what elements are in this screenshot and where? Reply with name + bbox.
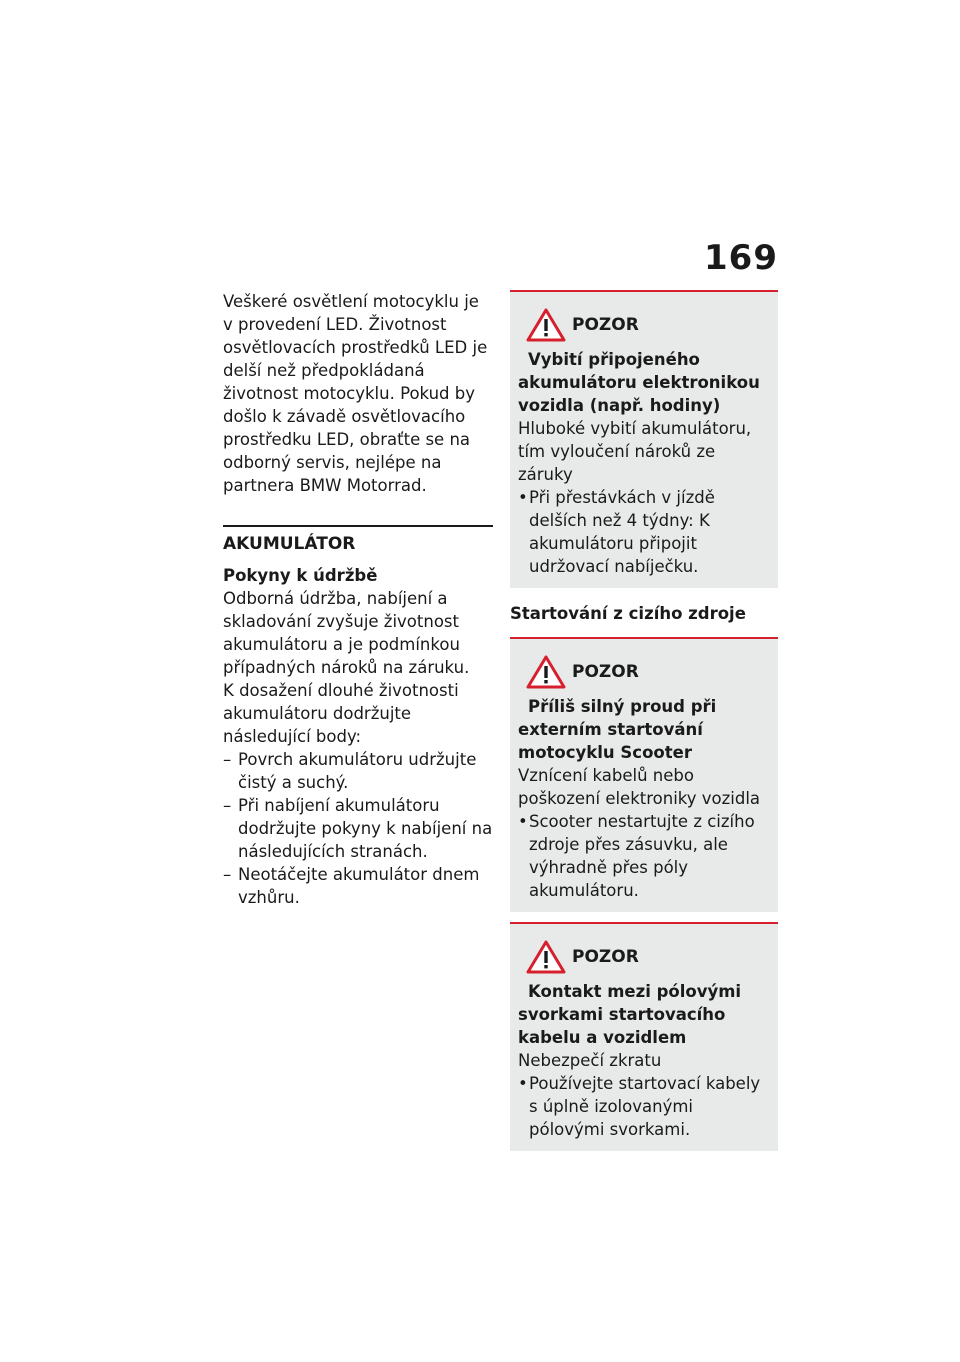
list-item: • Používejte startovací kabely s úplně izolovanými pólovými svorkami. [518, 1072, 770, 1141]
list-item: • Při přestávkách v jízdě delších než 4 týdny: K akumulátoru připojit udržovací nabíječku. [518, 486, 770, 578]
warning-header [518, 308, 770, 342]
warning-label: POZOR [572, 661, 639, 682]
warning-box-current [510, 637, 778, 912]
list-item: – Při nabíjení akumulátoru dodržujte pokyny k nabíjení na následujících stranách. [223, 794, 493, 863]
list-item: – Neotáčejte akumulátor dnem vzhůru. [223, 863, 493, 909]
warning-triangle-icon [526, 655, 566, 689]
warning-label: POZOR [572, 314, 639, 335]
warning-bullets [518, 810, 770, 902]
left-column [223, 290, 493, 909]
warning-text: Hluboké vybití akumulátoru, tím vyloučení nároků ze záruky [518, 419, 752, 484]
warning-text: Vznícení kabelů nebo poškození elektroniky vozidla [518, 766, 761, 808]
subsection-title: Pokyny k údržbě [223, 566, 378, 585]
warning-box-discharge [510, 290, 778, 588]
led-intro-paragraph: Veškeré osvětlení motocyklu je v provedení LED. Životnost osvětlovacích prostředků LED je delší než předpokládaná životnost motocyklu. Pokud by došlo k závadě osvětlovacího prostředku LED, obraťte se na odborný servis, nejlépe na partnera BMW Motorrad. [223, 292, 488, 495]
warning-box-short-circuit [510, 922, 778, 1151]
warning-bullets [518, 486, 770, 578]
battery-care-list [223, 748, 493, 909]
maintenance-paragraph: Odborná údržba, nabíjení a skladování zvyšuje životnost akumulátoru a je podmínkou případných nároků na záruku. [223, 589, 470, 677]
section-divider [223, 525, 493, 527]
section-title: AKUMULÁTOR [223, 534, 356, 554]
right-column [510, 290, 778, 1151]
warning-header [518, 940, 770, 974]
jump-start-heading: Startování z cizího zdroje [510, 604, 746, 623]
page-number: 169 [704, 238, 778, 278]
warning-title: Vybití připojeného akumulátoru elektronikou vozidla (např. hodiny) [518, 350, 760, 415]
warning-header [518, 655, 770, 689]
warning-bullets [518, 1072, 770, 1141]
lifetime-paragraph: K dosažení dlouhé životnosti akumulátoru dodržujte následující body: [223, 681, 459, 746]
warning-triangle-icon [526, 308, 566, 342]
warning-title: Kontakt mezi pólovými svorkami startovacího kabelu a vozidlem [518, 982, 742, 1047]
list-item: – Povrch akumulátoru udržujte čistý a suchý. [223, 748, 493, 794]
warning-text: Nebezpečí zkratu [518, 1051, 662, 1070]
list-item: • Scooter nestartujte z cizího zdroje přes zásuvku, ale výhradně přes póly akumulátoru. [518, 810, 770, 902]
warning-triangle-icon [526, 940, 566, 974]
warning-label: POZOR [572, 946, 639, 967]
warning-title: Příliš silný proud při externím startování motocyklu Scooter [518, 697, 717, 762]
